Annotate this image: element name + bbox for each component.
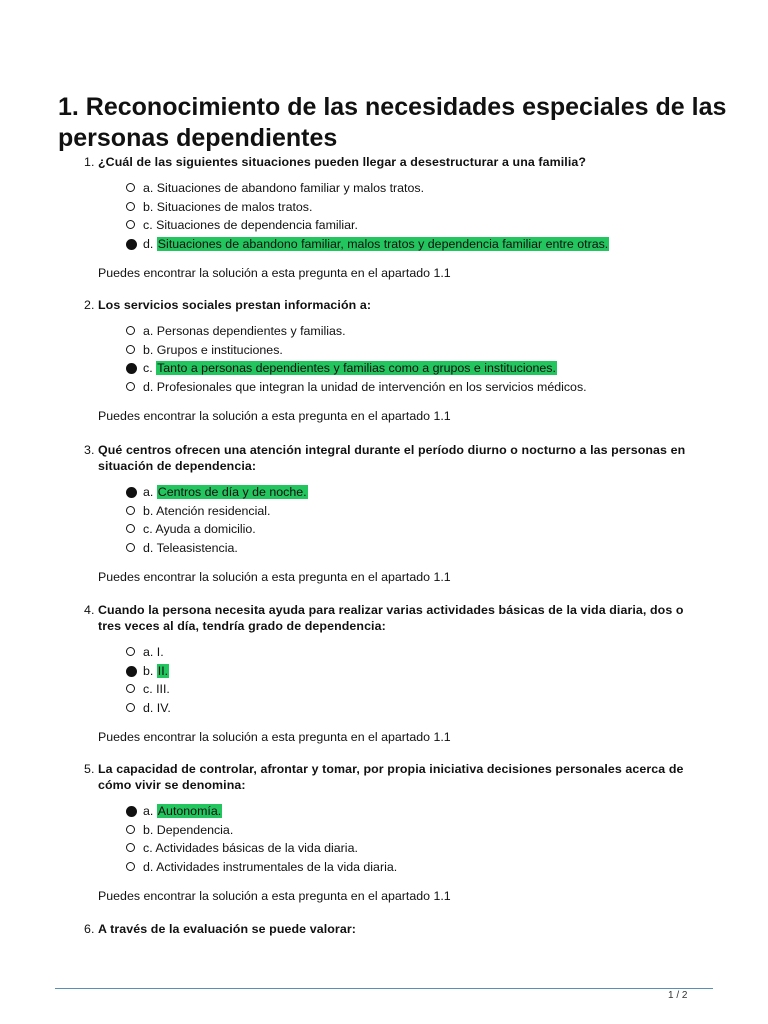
question-5: [0, 761, 768, 904]
question-text: [0, 442, 708, 474]
option-letter: b.: [143, 199, 154, 214]
question-1: [0, 154, 768, 281]
option-text: Situaciones de abandono familiar y malos tratos.: [156, 181, 425, 195]
answer-options: [0, 322, 768, 396]
option-letter: a.: [143, 324, 154, 338]
answer-options: [0, 802, 768, 876]
question-3: [0, 442, 768, 585]
question-text: [0, 602, 708, 634]
option-letter: a.: [143, 485, 154, 499]
page-title: 1. Reconocimiento de las necesidades especiales de las personas dependientes: [58, 93, 727, 152]
radio-empty-icon[interactable]: [126, 183, 135, 192]
question-label: ¿Cuál de las siguientes situaciones pueden llegar a desestructurar a una familia?: [98, 155, 587, 169]
answer-option[interactable]: [0, 322, 768, 341]
answer-option[interactable]: [0, 699, 768, 718]
radio-empty-icon[interactable]: [126, 862, 135, 871]
option-text: Situaciones de dependencia familiar.: [156, 218, 358, 232]
option-letter: b.: [143, 503, 154, 518]
option-letter: a.: [143, 645, 154, 659]
option-text: Actividades instrumentales de la vida diaria.: [156, 859, 398, 874]
answer-option[interactable]: [0, 662, 768, 681]
question-number: 6.: [84, 922, 95, 936]
option-text-highlighted: Autonomía.: [157, 804, 222, 818]
answer-options: [0, 483, 768, 557]
option-text-highlighted: Situaciones de abandono familiar, malos tratos y dependencia familiar entre otras.: [157, 236, 609, 251]
option-letter: d.: [143, 236, 154, 251]
radio-empty-icon[interactable]: [126, 647, 135, 656]
solution-hint: Puedes encontrar la solución a esta pregunta en el apartado 1.1: [98, 730, 451, 744]
option-letter: c.: [143, 361, 153, 375]
option-letter: b.: [143, 822, 154, 837]
option-letter: c.: [143, 841, 153, 855]
answer-option[interactable]: [0, 520, 768, 539]
answer-option[interactable]: [0, 483, 768, 502]
option-text: Profesionales que integran la unidad de intervención en los servicios médicos.: [156, 379, 587, 394]
option-letter: c.: [143, 682, 153, 696]
option-letter: d.: [143, 859, 154, 874]
radio-selected-icon[interactable]: [126, 363, 137, 374]
answer-option[interactable]: [0, 839, 768, 858]
question-label: Cuando la persona necesita ayuda para realizar varias actividades básicas de la vida diaria, dos o tres veces al día, tendría grado de dependencia:: [98, 603, 684, 633]
answer-option[interactable]: [0, 216, 768, 235]
answer-option[interactable]: [0, 341, 768, 360]
option-text: Actividades básicas de la vida diaria.: [155, 841, 358, 855]
radio-empty-icon[interactable]: [126, 703, 135, 712]
radio-empty-icon[interactable]: [126, 684, 135, 693]
question-number: 1.: [84, 155, 95, 169]
option-text: Dependencia.: [156, 822, 234, 837]
radio-empty-icon[interactable]: [126, 382, 135, 391]
answer-option[interactable]: [0, 179, 768, 198]
answer-options: [0, 179, 768, 253]
option-text: III.: [156, 682, 170, 696]
answer-option[interactable]: [0, 680, 768, 699]
footer-divider: [55, 988, 713, 989]
radio-selected-icon[interactable]: [126, 806, 137, 817]
question-label: La capacidad de controlar, afrontar y tomar, por propia iniciativa decisiones personales acerca de cómo vivir se denomina:: [98, 762, 684, 792]
option-text: Atención residencial.: [156, 503, 271, 518]
option-letter: b.: [143, 342, 154, 357]
answer-option[interactable]: [0, 802, 768, 821]
question-text: [0, 297, 708, 313]
question-number: 5.: [84, 762, 95, 776]
question-label: Qué centros ofrecen una atención integral durante el período diurno o nocturno a las personas en situación de dependencia:: [98, 443, 686, 473]
radio-empty-icon[interactable]: [126, 843, 135, 852]
answer-option[interactable]: [0, 198, 768, 217]
option-text: I.: [156, 645, 164, 659]
radio-empty-icon[interactable]: [126, 326, 135, 335]
radio-selected-icon[interactable]: [126, 666, 137, 677]
radio-empty-icon[interactable]: [126, 825, 135, 834]
option-text-highlighted: II.: [157, 663, 169, 678]
option-letter: d.: [143, 379, 154, 394]
question-2: [0, 297, 768, 424]
option-letter: d.: [143, 700, 154, 715]
answer-option[interactable]: [0, 359, 768, 378]
option-letter: a.: [143, 804, 154, 818]
answer-option[interactable]: [0, 539, 768, 558]
page-number: 1 / 2: [668, 990, 688, 1001]
option-text: Ayuda a domicilio.: [155, 522, 256, 536]
radio-selected-icon[interactable]: [126, 239, 137, 250]
option-text: Grupos e instituciones.: [156, 342, 283, 357]
option-letter: a.: [143, 181, 154, 195]
radio-empty-icon[interactable]: [126, 524, 135, 533]
option-text-highlighted: Tanto a personas dependientes y familias como a grupos e instituciones.: [157, 361, 556, 375]
question-number: 4.: [84, 603, 95, 617]
option-letter: c.: [143, 522, 153, 536]
radio-empty-icon[interactable]: [126, 506, 135, 515]
question-label: Los servicios sociales prestan información a:: [98, 298, 372, 312]
answer-options: [0, 643, 768, 717]
option-text-highlighted: Centros de día y de noche.: [157, 485, 307, 499]
solution-hint: Puedes encontrar la solución a esta pregunta en el apartado 1.1: [98, 409, 451, 423]
radio-selected-icon[interactable]: [126, 487, 137, 498]
question-text: [0, 761, 708, 793]
answer-option[interactable]: [0, 643, 768, 662]
solution-hint: Puedes encontrar la solución a esta pregunta en el apartado 1.1: [98, 266, 451, 280]
question-6: [0, 921, 768, 937]
solution-hint: Puedes encontrar la solución a esta pregunta en el apartado 1.1: [98, 570, 451, 584]
answer-option[interactable]: [0, 378, 768, 397]
question-text: [0, 154, 708, 170]
question-text: [0, 921, 708, 937]
option-text: Personas dependientes y familias.: [156, 324, 346, 338]
question-4: [0, 602, 768, 745]
radio-empty-icon[interactable]: [126, 220, 135, 229]
option-text: Teleasistencia.: [156, 540, 238, 555]
option-text: IV.: [156, 700, 171, 715]
option-letter: d.: [143, 540, 154, 555]
question-number: 3.: [84, 443, 95, 457]
option-text: Situaciones de malos tratos.: [156, 199, 313, 214]
question-label: A través de la evaluación se puede valorar:: [98, 922, 356, 936]
answer-option[interactable]: [0, 235, 768, 254]
radio-empty-icon[interactable]: [126, 543, 135, 552]
answer-option[interactable]: [0, 502, 768, 521]
option-letter: c.: [143, 218, 153, 232]
radio-empty-icon[interactable]: [126, 202, 135, 211]
solution-hint: Puedes encontrar la solución a esta pregunta en el apartado 1.1: [98, 889, 451, 903]
option-letter: b.: [143, 663, 154, 678]
question-number: 2.: [84, 298, 95, 312]
radio-empty-icon[interactable]: [126, 345, 135, 354]
answer-option[interactable]: [0, 858, 768, 877]
answer-option[interactable]: [0, 821, 768, 840]
